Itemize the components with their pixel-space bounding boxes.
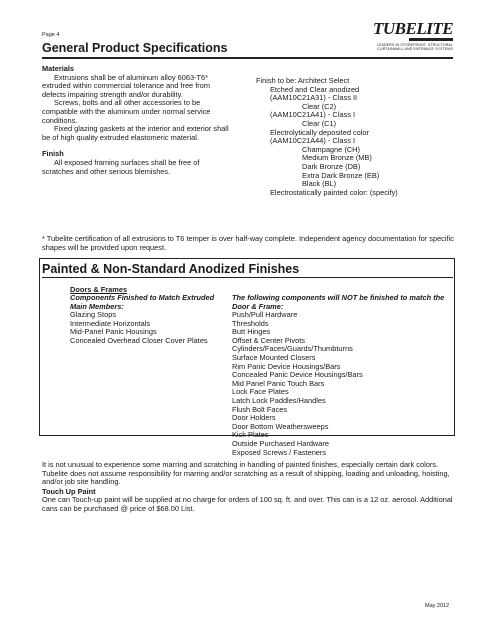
matched-components-list: [70, 311, 230, 345]
unmatched-component-item: Push/Pull Hardware: [232, 310, 298, 319]
unmatched-components-heading: The following components will NOT be finished to match the Door & Frame:: [232, 293, 445, 311]
materials-section: [42, 65, 232, 176]
footnote: * Tubelite certification of all extrusions to T6 temper is over half-way complete. Independent agency documentation for specific shapes will be provided upon request.: [42, 234, 454, 252]
logo-wordmark: TUBELITE: [373, 19, 454, 38]
logo-tagline: [373, 43, 453, 52]
materials-paragraph: Screws, bolts and all other accessories to be compatible with the aluminum under normal service conditions.: [42, 98, 211, 125]
finish-option: Clear (C1): [302, 118, 337, 128]
painted-finishes-title: Painted & Non-Standard Anodized Finishes: [42, 262, 300, 276]
finish-heading: Finish: [42, 149, 64, 159]
finish-option: (AAM10C21A44) - Class I: [270, 136, 356, 146]
finish-option: Electrostatically painted color: (specify): [270, 187, 398, 197]
unmatched-component-item: Flush Bolt Faces: [232, 404, 288, 414]
unmatched-component-item: Outside Purchased Hardware: [232, 438, 329, 448]
finish-option: Extra Dark Bronze (EB): [302, 170, 380, 180]
unmatched-component-item: Exposed Screws / Fasteners: [232, 447, 327, 457]
matched-component-item: Glazing Stops: [70, 310, 117, 319]
finish-options-list: [256, 77, 456, 197]
unmatched-components-list: [232, 311, 452, 457]
unmatched-component-item: Butt Hinges: [232, 327, 271, 337]
finish-option: Etched and Clear anodized: [270, 84, 360, 94]
tubelite-logo: [373, 20, 453, 56]
unmatched-component-item: Concealed Panic Device Housings/Bars: [232, 370, 363, 380]
finish-option: Champagne (CH): [302, 144, 360, 154]
unmatched-component-item: Kick Plates: [232, 430, 269, 440]
unmatched-component-item: Cylinders/Faces/Guards/Thumbturns: [232, 344, 353, 354]
finish-option: (AAM10C21A41) - Class I: [270, 110, 356, 120]
finish-option: Black (BL): [302, 179, 337, 189]
unmatched-component-item: Thresholds: [232, 318, 269, 328]
painted-title-divider: [42, 277, 453, 278]
unmatched-component-item: Surface Mounted Closers: [232, 352, 316, 362]
finish-option: Medium Bronze (MB): [302, 153, 372, 163]
doors-frames-heading: Doors & Frames: [70, 285, 128, 294]
materials-paragraph: Fixed glazing gaskets at the interior and exterior shall be of high quality extruded elastomeric material.: [42, 124, 229, 142]
materials-paragraph: Extrusions shall be of aluminum alloy 6063-T6* extruded within commercial tolerance and free from defects impairing strength and/or durability.: [42, 72, 211, 99]
logo-bar: [409, 38, 453, 41]
matched-components-heading: Components Finished to Match Extruded Main Members:: [70, 293, 215, 311]
unmatched-component-item: Latch Lock Paddles/Handles: [232, 395, 326, 405]
touch-up-paragraph: One can Touch-up paint will be supplied at no charge for orders of 100 sq. ft. and over. This can is a 12 oz. aerosol. Additional cans can be purchased @ price of $68.00 List.: [42, 495, 453, 513]
touch-up-heading: Touch Up Paint: [42, 487, 96, 496]
page-title: General Product Specifications: [42, 41, 228, 55]
finish-option: Electrolytically deposited color: [270, 127, 369, 137]
unmatched-component-item: Offset & Center Pivots: [232, 335, 305, 345]
unmatched-component-item: Rim Panic Device Housings/Bars: [232, 361, 341, 371]
finish-option: Finish to be: Architect Select: [256, 76, 350, 85]
logo-tagline-line: LEADERS IN STOREFRONT, STRUCTURAL: [376, 43, 453, 47]
matched-component-item: Mid-Panel Panic Housings: [70, 327, 157, 337]
logo-tagline-line: CURTAINWALL AND ENTRANCE SYSTEMS: [377, 47, 453, 52]
finish-option: Dark Bronze (DB): [302, 161, 361, 171]
materials-heading: Materials: [42, 64, 75, 73]
page-number: Page 4: [42, 32, 60, 38]
matched-component-item: Intermediate Horizontals: [70, 318, 151, 328]
unmatched-component-item: Lock Face Plates: [232, 387, 289, 397]
unmatched-component-item: Door Bottom Weathersweeps: [232, 421, 329, 431]
finish-option: (AAM10C21A31) - Class II: [270, 93, 358, 103]
finish-option: Clear (C2): [302, 101, 337, 111]
marring-paragraph: It is not unusual to experience some marring and scratching in handling of painted finishes, especially certain dark colors. Tubelite does not assume responsibility for marring and/or scratching as a result of shipping, loading and unloading, hoisting, and/or job site handling.: [42, 460, 450, 487]
unmatched-component-item: Mid Panel Panic Touch Bars: [232, 378, 325, 388]
title-divider: [42, 57, 453, 59]
matched-component-item: Concealed Overhead Closer Cover Plates: [70, 335, 208, 345]
finish-paragraph: All exposed framing surfaces shall be free of scratches and other serious blemishes.: [42, 157, 200, 176]
unmatched-component-item: Door Holders: [232, 413, 276, 423]
footer-date: May 2012: [425, 603, 450, 609]
